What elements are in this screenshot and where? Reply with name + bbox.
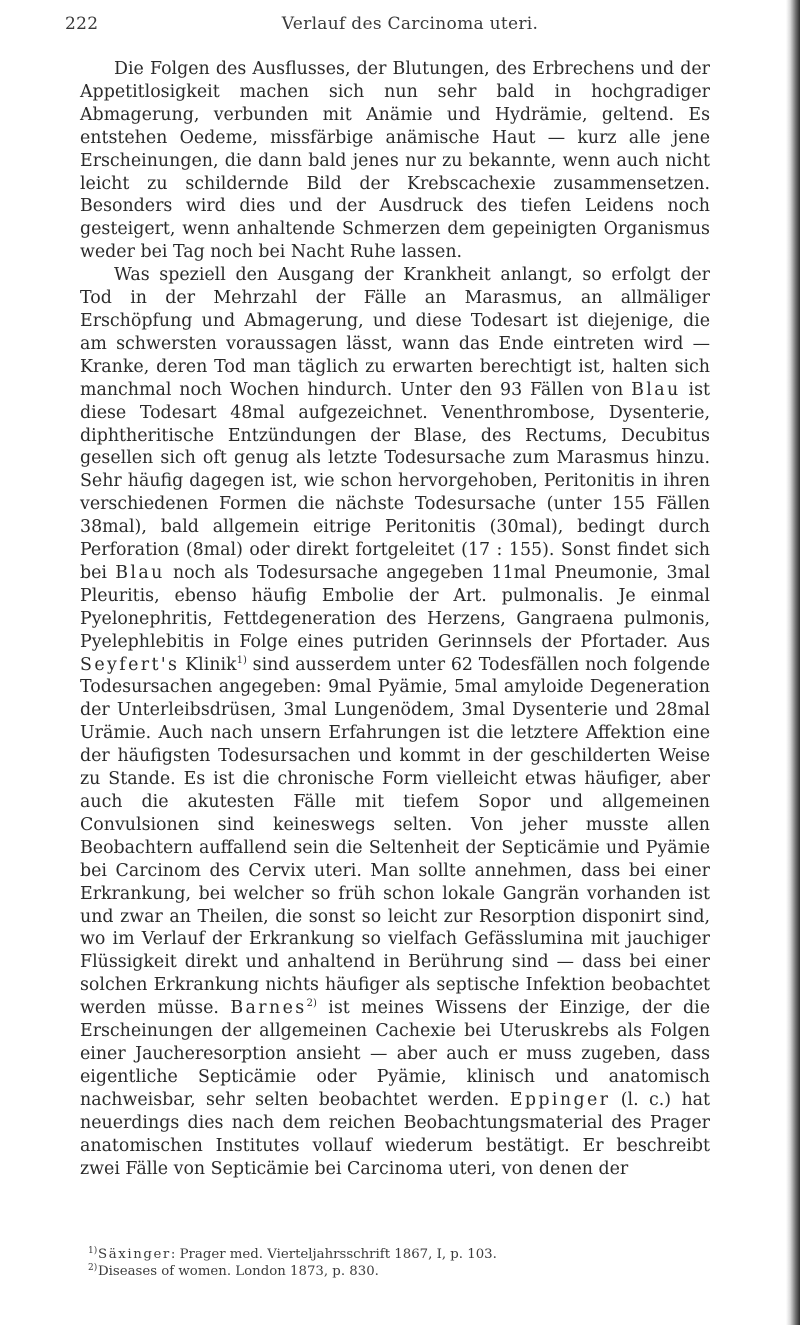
footnote-ref: 1) bbox=[236, 654, 247, 666]
paragraph bbox=[80, 58, 710, 264]
page-header bbox=[65, 14, 755, 40]
author-name: Seyfert's bbox=[80, 654, 180, 675]
text-run: Was speziell den Ausgang der Krankheit anlangt, so erfolgt der Tod in der Mehrzahl der Fälle an Marasmus, an allmäliger Erschöpfung und Abmagerung, und diese Todesart ist diejenige, die am schwersten voraussagen lässt, wann das Ende eintreten wird — Kranke, deren Tod man täglich zu erwarten berechtigt ist, halten sich manchmal noch Wochen hindurch. Unter den 93 Fällen von bbox=[80, 265, 710, 400]
footnote-author: Säxinger bbox=[98, 1247, 171, 1262]
running-head: Verlauf des Carcinoma uteri. bbox=[281, 14, 539, 34]
text-run: Die Folgen des Ausflusses, der Blutungen, des Erbrechens und der Appetitlosigkeit machen sich nun sehr bald in hochgradiger Abmagerung, verbunden mit Anämie und Hydrämie, geltend. Es entstehen Oedeme, missfärbige anämische Haut — kurz alle jene Erscheinungen, die dann bald jenes nur zu bekannte, wenn auch nicht leicht zu schildernde Bild der Krebscachexie zusammensetzen. Besonders wird dies und der Ausdruck des tiefen Leidens noch gesteigert, wenn anhaltende Schmerzen dem gepeinigten Organismus weder bei Tag noch bei Nacht Ruhe lassen. bbox=[80, 59, 710, 263]
footnote bbox=[80, 1246, 710, 1263]
footnote-ref: 2) bbox=[306, 998, 317, 1010]
page-number: 222 bbox=[65, 14, 99, 34]
author-name: Blau bbox=[631, 379, 681, 400]
footnote bbox=[80, 1263, 710, 1280]
footnotes bbox=[80, 1246, 710, 1280]
scan-edge-shadow bbox=[786, 0, 800, 1325]
paragraph bbox=[80, 264, 710, 1180]
footnote-text: Diseases of women. London 1873, p. 830. bbox=[98, 1264, 379, 1279]
footnote-mark: 1) bbox=[88, 1246, 98, 1256]
text-run: Klinik bbox=[179, 654, 237, 675]
footnote-mark: 2) bbox=[88, 1263, 98, 1273]
author-name: Barnes bbox=[230, 998, 307, 1019]
text-run: ist diese Todesart 48mal aufgezeichnet. Venenthrombose, Dysenterie, diphtheritische Entzündungen der Blase, des Rectums, Decubitus gesellen sich oft genug als letzte Todesursache zum Marasmus hinzu. Sehr häufig dagegen ist, wie schon hervorgehoben, Peritonitis in ihren verschiedenen Formen die nächste Todesursache (unter 155 Fällen 38mal), bald allgemein eitrige Peritonitis (30mal), bedingt durch Perforation (8mal) oder direkt fortgeleitet (17 : 155). Sonst findet sich bei bbox=[80, 379, 710, 583]
text-run: sind ausserdem unter 62 Todesfällen noch folgende Todesursachen angegeben: 9mal Pyämie, 5mal amyloide Degeneration der Unterleibsdrüsen, 3mal Lungenödem, 3mal Dysenterie und 28mal Urämie. Auch nach unsern Erfahrungen ist die letztere Affektion eine der häufigsten Todesursachen und kommt in der geschilderten Weise zu Stande. Es ist die chronische Form vielleicht etwas häufiger, aber auch die akutesten Fälle mit tiefem Sopor und allgemeinen Convulsionen sind keineswegs selten. Von jeher musste allen Beobachtern auffallend sein die Seltenheit der Septicämie und Pyämie bei Carcinom des Cervix uteri. Man sollte annehmen, dass bei einer Erkrankung, bei welcher so früh schon lokale Gangrän vorhanden ist und zwar an Theilen, die sonst so leicht zur Resorption disponirt sind, wo im Verlauf der Erkrankung so vielfach Gefässlumina mit jauchiger Flüssigkeit direkt und anhaltend in Berührung sind — dass bei einer solchen Erkrankung nichts häufiger als septische Infektion beobachtet werden müsse. bbox=[80, 654, 710, 1019]
author-name: Blau bbox=[115, 562, 165, 583]
footnote-text: : Prager med. Vierteljahrsschrift 1867, I, p. 103. bbox=[170, 1247, 497, 1262]
body-text bbox=[80, 58, 710, 1180]
text-run: noch als Todesursache angegeben 11mal Pneumonie, 3mal Pleuritis, ebenso häufig Embolie der Art. pulmonalis. Je einmal Pyelonephritis, Fettdegeneration des Herzens, Gangraena pulmonis, Pyelephlebitis in Folge eines putriden Gerinnsels der Pfortader. Aus bbox=[80, 562, 711, 652]
author-name: Eppinger bbox=[509, 1089, 611, 1110]
text-run: ist meines Wissens der Einzige, der die Erscheinungen der allgemeinen Cachexie bei Uteruskrebs als Folgen einer Jaucheresorption ansieht — aber auch er muss zugeben, dass eigentliche Septicämie oder Pyämie, klinisch und anatomisch nachweisbar, sehr selten beobachtet werden. bbox=[80, 998, 710, 1110]
text-run: (l. c.) hat neuerdings dies nach dem reichen Beobachtungsmaterial des Prager anatomischen Institutes vollauf wiederum bestätigt. Er beschreibt zwei Fälle von Septicämie bei Carcinoma uteri, von denen der bbox=[80, 1089, 710, 1179]
